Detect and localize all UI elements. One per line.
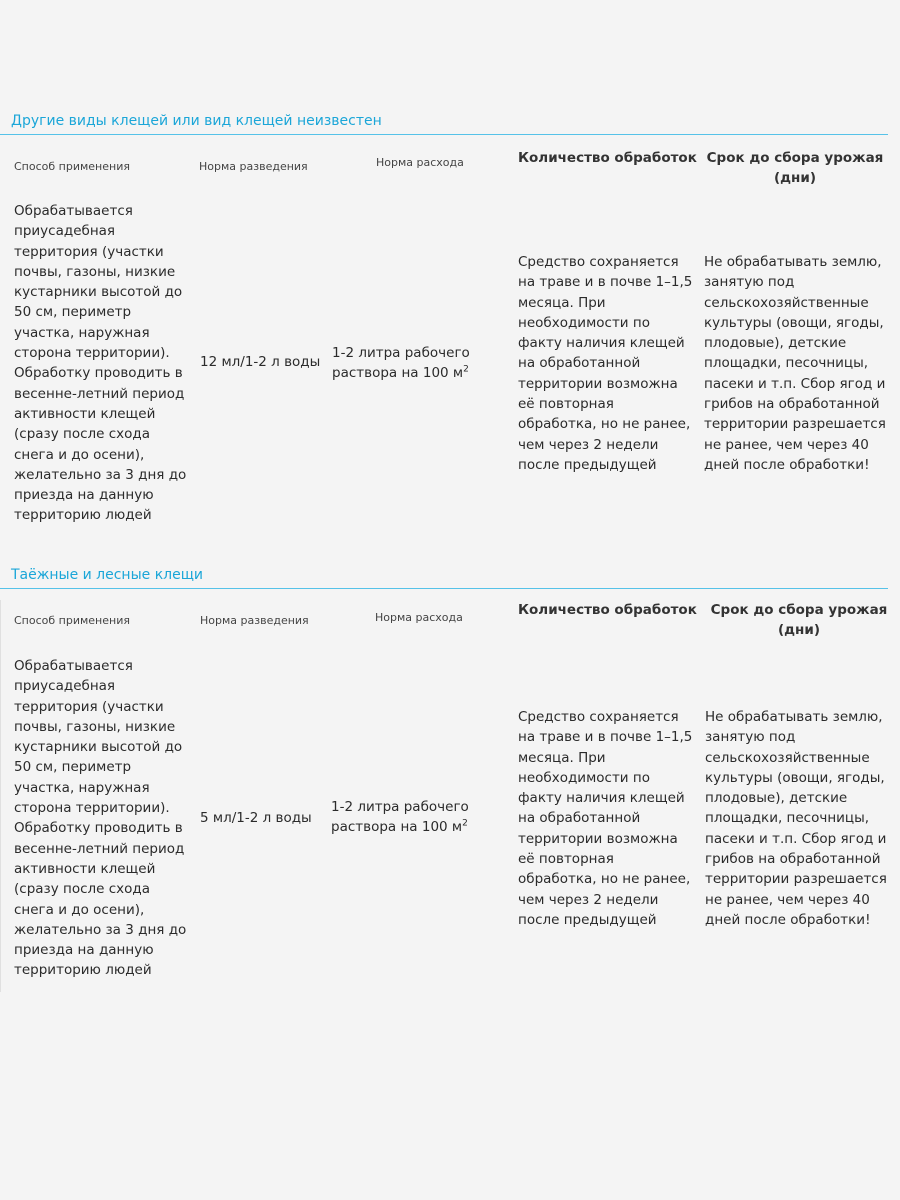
header-method: Способ применения — [14, 160, 130, 173]
consumption-sup: 2 — [462, 818, 468, 829]
consumption-text: 1-2 литра рабочего раствора на 100 м — [332, 345, 470, 382]
header-treatments: Количество обработок — [518, 150, 697, 166]
cell-harvest: Не обрабатывать землю, занятую под сельскохозяйственные культуры (овощи, ягоды, плодовые), детские площадки, песочницы, пасеки и т.п. Сбор ягод и грибов на обработанной территории разрешается не ранее, чем через 40 дней после обработки! — [704, 254, 886, 473]
cell-treatments: Средство сохраняется на траве и в почве 1–1,5 месяца. При необходимости по факту наличия клещей на обработанной территории возможна её повторная обработка, но не ранее, чем через 2 недели после предыдущей — [518, 254, 693, 473]
header-consumption: Норма расхода — [375, 611, 463, 624]
section-divider — [0, 134, 888, 135]
cell-consumption — [332, 343, 507, 384]
header-consumption: Норма расхода — [376, 156, 464, 169]
cell-dilution: 5 мл/1-2 л воды — [200, 810, 312, 826]
section-taiga-forest-ticks — [0, 566, 900, 992]
header-dilution: Норма разведения — [200, 614, 309, 627]
header-harvest: Срок до сбора урожая (дни) — [710, 602, 888, 638]
header-harvest: Срок до сбора урожая (дни) — [706, 150, 884, 186]
left-edge-line — [0, 600, 1, 992]
section-title: Таёжные и лесные клещи — [11, 567, 204, 583]
cell-dilution: 12 мл/1-2 л воды — [200, 354, 321, 370]
section-title: Другие виды клещей или вид клещей неизвестен — [11, 113, 382, 129]
header-method: Способ применения — [14, 614, 130, 627]
cell-consumption — [331, 797, 506, 838]
consumption-sup: 2 — [463, 364, 469, 375]
cell-harvest: Не обрабатывать землю, занятую под сельскохозяйственные культуры (овощи, ягоды, плодовые), детские площадки, песочницы, пасеки и т.п. Сбор ягод и грибов на обработанной территории разрешается не ранее, чем через 40 дней после обработки! — [705, 709, 887, 928]
cell-method: Обрабатывается приусадебная территория (участки почвы, газоны, низкие кустарники высотой до 50 см, периметр участка, наружная сторона территории). Обработку проводить в весенне-летний период активности клещей (сразу после схода снега и до осени), желательно за 3 дня до приезда на данную территорию людей — [14, 658, 187, 979]
cell-method: Обрабатывается приусадебная территория (участки почвы, газоны, низкие кустарники высотой до 50 см, периметр участка, наружная сторона территории). Обработку проводить в весенне-летний период активности клещей (сразу после схода снега и до осени), желательно за 3 дня до приезда на данную территорию людей — [14, 203, 187, 524]
cell-treatments: Средство сохраняется на траве и в почве 1–1,5 месяца. При необходимости по факту наличия клещей на обработанной территории возможна её повторная обработка, но не ранее, чем через 2 недели после предыдущей — [518, 709, 693, 928]
consumption-text: 1-2 литра рабочего раствора на 100 м — [331, 799, 469, 836]
header-dilution: Норма разведения — [199, 160, 308, 173]
section-divider — [0, 588, 888, 589]
section-other-ticks — [0, 112, 900, 532]
header-treatments: Количество обработок — [518, 602, 697, 618]
